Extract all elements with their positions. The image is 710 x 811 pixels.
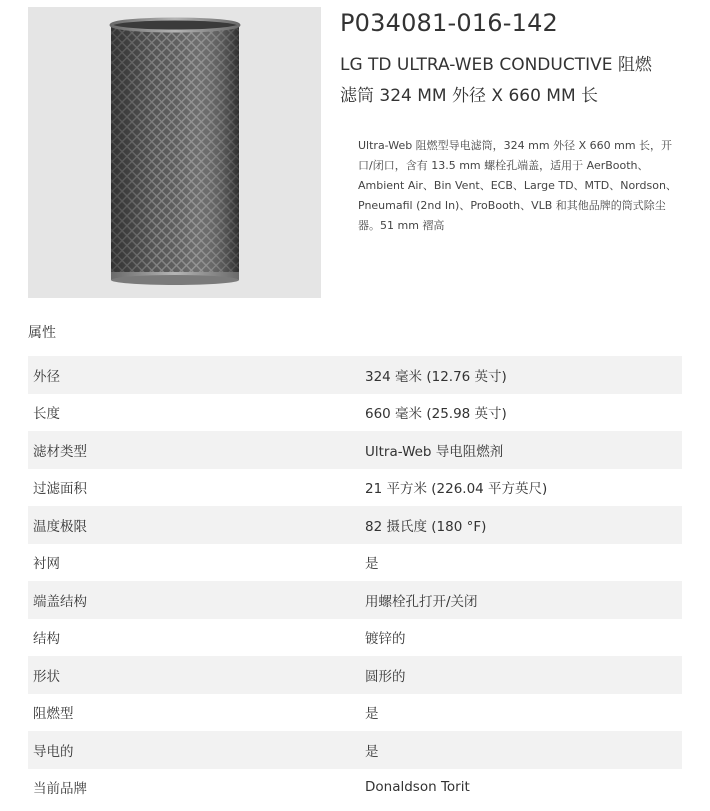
attribute-label: 端盖结构 [33, 593, 87, 610]
attribute-row [28, 694, 682, 732]
attribute-label: 衬网 [33, 556, 60, 573]
attributes-table [28, 356, 682, 806]
product-title-line1: LG TD ULTRA-WEB CONDUCTIVE 阻燃 [340, 55, 652, 75]
attribute-row [28, 356, 682, 394]
attribute-row [28, 544, 682, 582]
product-title-line2: 滤筒 324 MM 外径 X 660 MM 长 [340, 86, 599, 106]
product-title [340, 50, 690, 112]
attribute-row [28, 769, 682, 807]
attribute-value: 是 [365, 743, 379, 760]
attribute-row [28, 394, 682, 432]
attribute-value: 是 [365, 706, 379, 723]
attribute-label: 导电的 [33, 743, 74, 760]
attribute-value: 镀锌的 [365, 631, 406, 648]
attribute-value: Ultra-Web 导电阻燃剂 [365, 443, 504, 460]
attribute-value: 324 毫米 (12.76 英寸) [365, 368, 507, 385]
attribute-value: 用螺栓孔打开/关闭 [365, 593, 478, 610]
attribute-row [28, 731, 682, 769]
attribute-value: 660 毫米 (25.98 英寸) [365, 406, 507, 423]
attribute-row [28, 581, 682, 619]
attribute-value: 82 摄氏度 (180 °F) [365, 518, 487, 535]
attribute-row [28, 619, 682, 657]
attribute-label: 阻燃型 [33, 706, 74, 723]
attribute-label: 当前品牌 [33, 781, 87, 798]
attribute-label: 形状 [33, 668, 60, 685]
attribute-value: Donaldson Torit [365, 779, 470, 796]
attribute-label: 长度 [33, 406, 60, 423]
attribute-label: 结构 [33, 631, 60, 648]
attributes-heading: 属性 [28, 325, 56, 341]
product-description: Ultra-Web 阻燃型导电滤筒，324 mm 外径 X 660 mm 长，开口/闭口，含有 13.5 mm 螺栓孔端盖，适用于 AerBooth、Ambient Air、Bin Vent、ECB、Large TD、MTD、Nordson、Pneumafil (2nd In)、ProBooth、VLB 和其他品牌的筒式除尘器。51 mm 褶高 [358, 139, 677, 232]
product-image [28, 7, 321, 298]
attribute-label: 温度极限 [33, 518, 87, 535]
attribute-label: 外径 [33, 368, 60, 385]
part-number: P034081-016-142 [340, 9, 559, 37]
attribute-row [28, 469, 682, 507]
attribute-row [28, 656, 682, 694]
attribute-label: 滤材类型 [33, 443, 87, 460]
attribute-value: 圆形的 [365, 668, 406, 685]
attribute-row [28, 506, 682, 544]
attribute-value: 21 平方米 (226.04 平方英尺) [365, 481, 548, 498]
attribute-value: 是 [365, 556, 379, 573]
attribute-row [28, 431, 682, 469]
attribute-label: 过滤面积 [33, 481, 87, 498]
